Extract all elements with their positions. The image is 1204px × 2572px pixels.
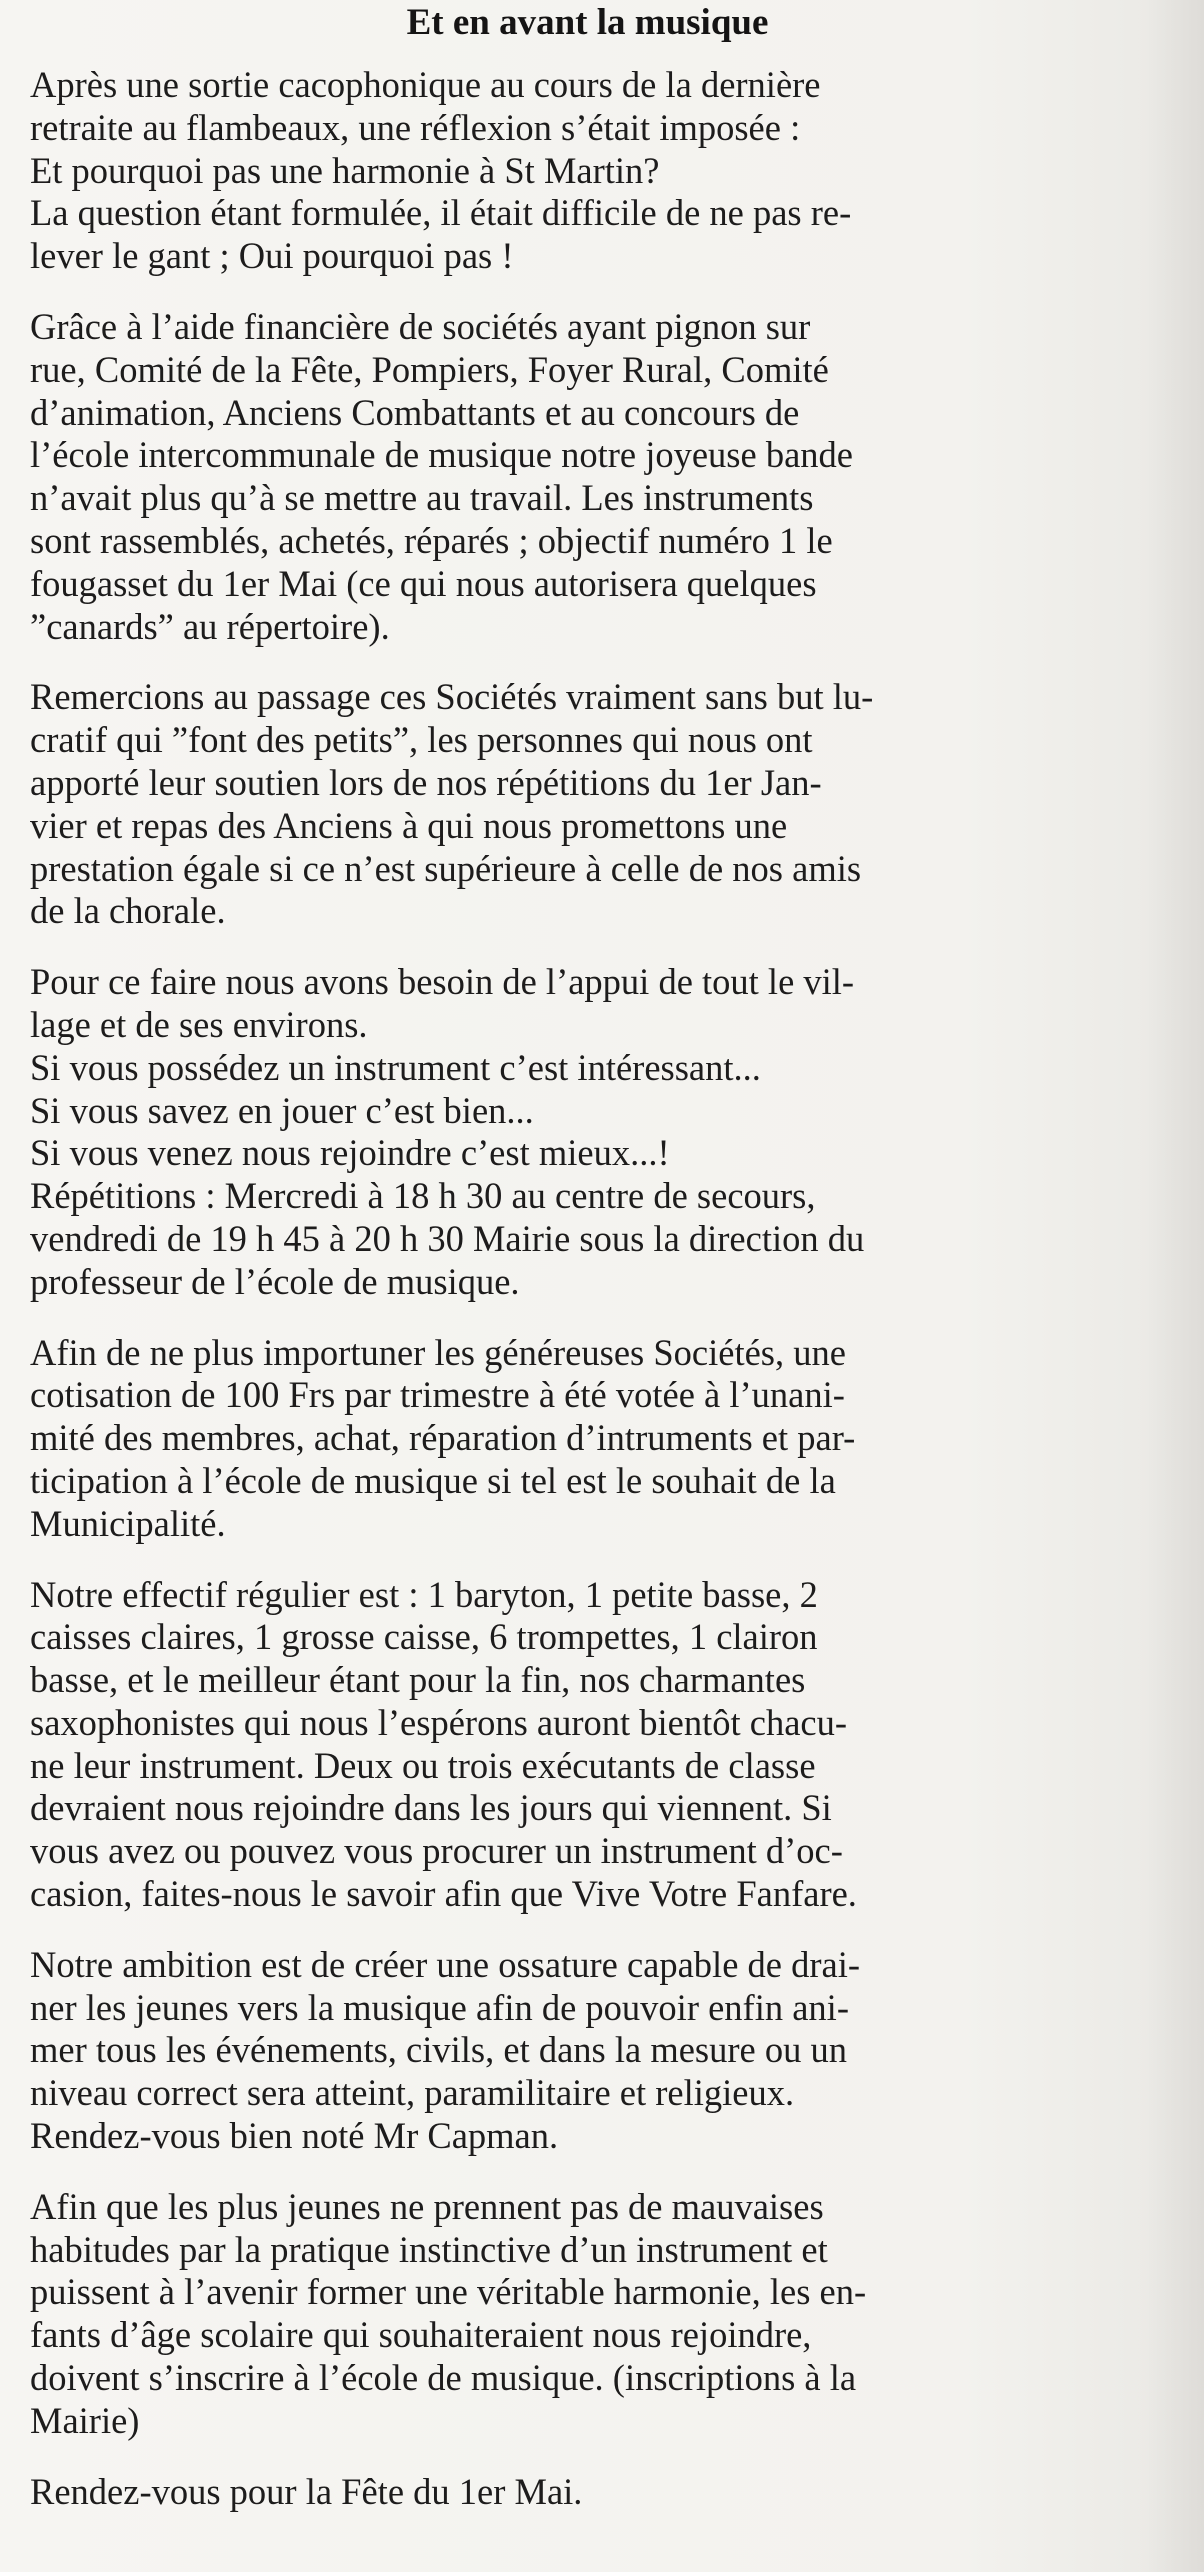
paragraph-4 bbox=[30, 961, 1145, 1303]
text-line: habitudes par la pratique instinctive d’un instrument et bbox=[30, 2228, 828, 2270]
page-edge-shadow bbox=[1146, 0, 1204, 2572]
text-line: Si vous venez nous rejoindre c’est mieux...! bbox=[30, 1132, 670, 1174]
text-line: fougasset du 1er Mai (ce qui nous autorisera quelques bbox=[30, 562, 817, 604]
paragraph-2 bbox=[30, 306, 1145, 648]
text-line: ”canards” au répertoire). bbox=[30, 605, 390, 647]
text-line: Remercions au passage ces Sociétés vraiment sans but lu- bbox=[30, 676, 874, 718]
text-line: doivent s’inscrire à l’école de musique. (inscriptions à la bbox=[30, 2357, 857, 2399]
text-line: casion, faites-nous le savoir afin que Vive Votre Fanfare. bbox=[30, 1873, 857, 1915]
text-line: d’animation, Anciens Combattants et au concours de bbox=[30, 391, 800, 433]
article bbox=[30, 0, 1145, 2541]
text-line: sont rassemblés, achetés, réparés ; objectif numéro 1 le bbox=[30, 519, 833, 561]
text-line: cratif qui ”font des petits”, les personnes qui nous ont bbox=[30, 719, 813, 761]
text-line: vier et repas des Anciens à qui nous promettons une bbox=[30, 804, 788, 846]
text-line: mité des membres, achat, réparation d’intruments et par- bbox=[30, 1417, 856, 1459]
text-line: Pour ce faire nous avons besoin de l’appui de tout le vil- bbox=[30, 961, 855, 1003]
paragraph-1 bbox=[30, 64, 1145, 278]
paragraph-8 bbox=[30, 2186, 1145, 2443]
text-line: saxophonistes qui nous l’espérons auront bientôt chacu- bbox=[30, 1701, 848, 1743]
paragraph-3 bbox=[30, 676, 1145, 933]
text-line: Répétitions : Mercredi à 18 h 30 au centre de secours, bbox=[30, 1175, 816, 1217]
text-line: mer tous les événements, civils, et dans la mesure ou un bbox=[30, 2029, 847, 2071]
text-line: Afin de ne plus importuner les généreuses Sociétés, une bbox=[30, 1331, 846, 1373]
text-line: lage et de ses environs. bbox=[30, 1003, 368, 1045]
text-line: Notre effectif régulier est : 1 baryton, 1 petite basse, 2 bbox=[30, 1573, 818, 1615]
text-line: Si vous possédez un instrument c’est intéressant... bbox=[30, 1046, 761, 1088]
text-line: cotisation de 100 Frs par trimestre à été votée à l’unani- bbox=[30, 1374, 845, 1416]
text-line: apporté leur soutien lors de nos répétitions du 1er Jan- bbox=[30, 761, 822, 803]
paragraph-5 bbox=[30, 1332, 1145, 1546]
text-line: Notre ambition est de créer une ossature capable de drai- bbox=[30, 1943, 861, 1985]
text-line: Afin que les plus jeunes ne prennent pas de mauvaises bbox=[30, 2185, 824, 2227]
text-line: niveau correct sera atteint, paramilitaire et religieux. bbox=[30, 2072, 795, 2114]
paragraph-9 bbox=[30, 2471, 1145, 2514]
text-line: vous avez ou pouvez vous procurer un instrument d’oc- bbox=[30, 1830, 843, 1872]
text-line: de la chorale. bbox=[30, 890, 226, 932]
text-line: Après une sortie cacophonique au cours de la dernière bbox=[30, 64, 821, 105]
text-line: Municipalité. bbox=[30, 1502, 226, 1544]
text-line: La question étant formulée, il était difficile de ne pas re- bbox=[30, 192, 852, 234]
article-body bbox=[30, 64, 1145, 2513]
text-line: basse, et le meilleur étant pour la fin, nos charmantes bbox=[30, 1659, 806, 1701]
text-line: ne leur instrument. Deux ou trois exécutants de classe bbox=[30, 1744, 816, 1786]
text-line: professeur de l’école de musique. bbox=[30, 1260, 520, 1302]
text-line: Rendez-vous bien noté Mr Capman. bbox=[30, 2115, 559, 2157]
text-line: rue, Comité de la Fête, Pompiers, Foyer Rural, Comité bbox=[30, 348, 829, 390]
text-line: ticipation à l’école de musique si tel est le souhait de la bbox=[30, 1459, 836, 1501]
paragraph-7 bbox=[30, 1944, 1145, 2158]
text-line: prestation égale si ce n’est supérieure à celle de nos amis bbox=[30, 847, 862, 889]
text-line: l’école intercommunale de musique notre joyeuse bande bbox=[30, 434, 853, 476]
text-line: fants d’âge scolaire qui souhaiteraient nous rejoindre, bbox=[30, 2314, 812, 2356]
text-line: vendredi de 19 h 45 à 20 h 30 Mairie sous la direction du bbox=[30, 1217, 865, 1259]
article-title: Et en avant la musique bbox=[406, 2, 769, 43]
text-line: retraite au flambeaux, une réflexion s’était imposée : bbox=[30, 106, 801, 148]
text-line: n’avait plus qu’à se mettre au travail. Les instruments bbox=[30, 477, 814, 519]
text-line: Rendez-vous pour la Fête du 1er Mai. bbox=[30, 2470, 583, 2512]
text-line: Si vous savez en jouer c’est bien... bbox=[30, 1089, 534, 1131]
text-line: lever le gant ; Oui pourquoi pas ! bbox=[30, 235, 514, 277]
paragraph-6 bbox=[30, 1574, 1145, 1916]
text-line: Mairie) bbox=[30, 2399, 140, 2441]
text-line: ner les jeunes vers la musique afin de pouvoir enfin ani- bbox=[30, 1986, 849, 2028]
text-line: puissent à l’avenir former une véritable harmonie, les en- bbox=[30, 2271, 867, 2313]
text-line: Et pourquoi pas une harmonie à St Martin? bbox=[30, 149, 660, 191]
text-line: devraient nous rejoindre dans les jours qui viennent. Si bbox=[30, 1787, 832, 1829]
text-line: caisses claires, 1 grosse caisse, 6 trompettes, 1 clairon bbox=[30, 1616, 818, 1658]
text-line: Grâce à l’aide financière de sociétés ayant pignon sur bbox=[30, 305, 811, 347]
